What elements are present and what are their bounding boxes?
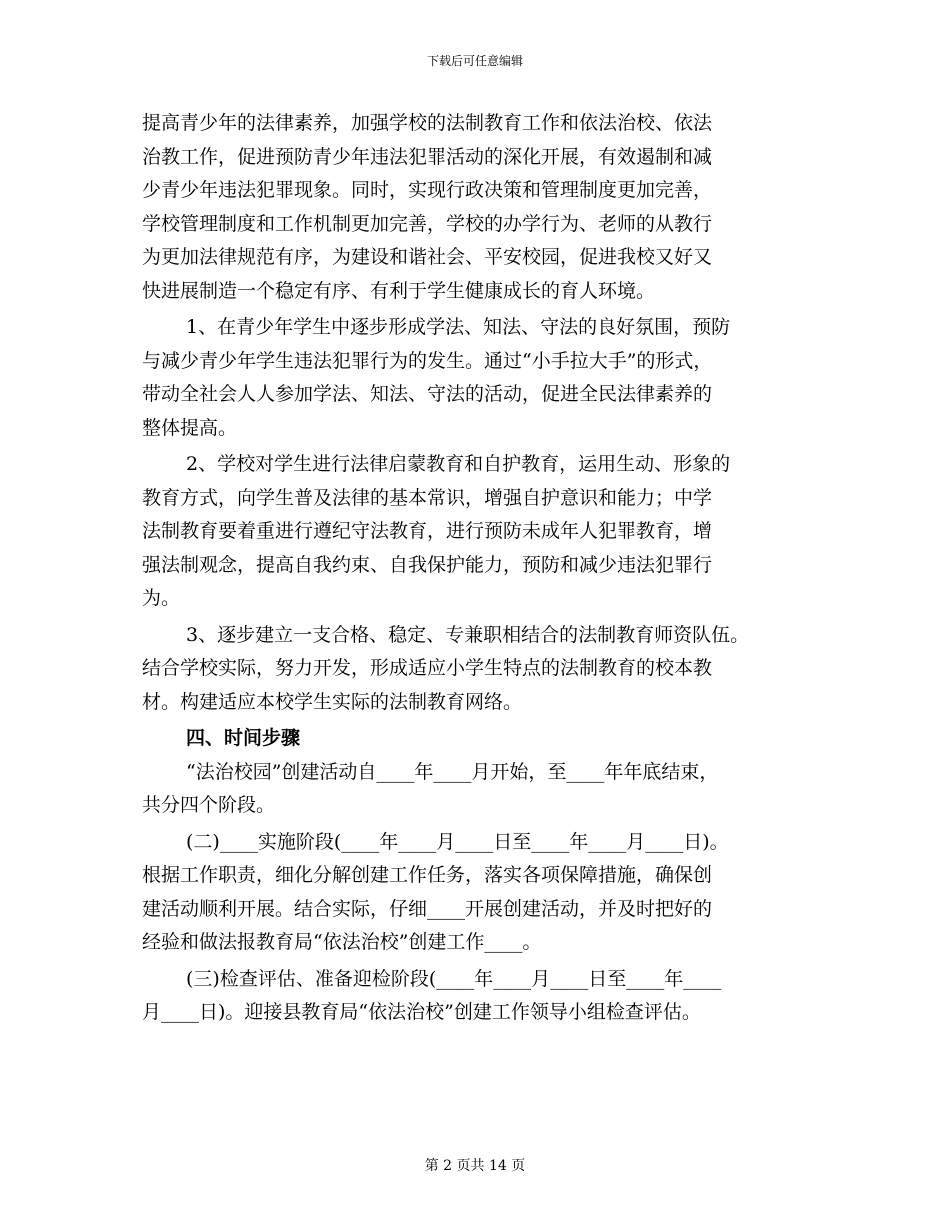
text-line: 整体提高。 [142, 416, 238, 439]
text-line: 提高青少年的法律素养，加强学校的法制教育工作和依法治校、依法 [142, 112, 713, 134]
page-number-footer: 第 2 页共 14 页 [424, 1158, 526, 1174]
section-heading [142, 722, 812, 756]
text-line: 经验和做法报教育局“依法治校”创建工作____。 [142, 931, 542, 953]
text-line: 为更加法律规范有序，为建设和谐社会、平安校园，促进我校又好又 [142, 246, 713, 268]
paragraph-stage-2 [142, 826, 812, 960]
text-line: 强法制观念，提高自我约束、自我保护能力，预防和减少违法犯罪行 [142, 553, 713, 576]
text-line: 带动全社会人人参加学法、知法、守法的活动，促进全民法律素养的 [142, 383, 713, 405]
page-header-note: 下载后可任意编辑 [426, 54, 523, 68]
paragraph-goal-1 [142, 311, 812, 445]
text-line: (三)检查评估、准备迎检阶段(____年____月____日至____年____ [186, 967, 722, 990]
text-line: 为。 [142, 587, 181, 609]
section-title: 四、时间步骤 [186, 727, 301, 749]
paragraph-goal-3 [142, 619, 812, 720]
text-line: 快进展制造一个稳定有序、有利于学生健康成长的育人环境。 [142, 279, 656, 302]
document-body [142, 107, 812, 1030]
text-line: (二)____实施阶段(____年____月____日至____年____月____日)。 [186, 830, 729, 853]
paragraph-stage-3 [142, 963, 812, 1030]
text-line: 月____日)。迎接县教育局“依法治校”创建工作领导小组检查评估。 [142, 1001, 701, 1023]
text-line: 结合学校实际，努力开发，形成适应小学生特点的法制教育的校本教 [142, 657, 713, 679]
text-line: 共分四个阶段。 [142, 794, 276, 816]
text-line: 2、学校对学生进行法律启蒙教育和自护教育，运用生动、形象的 [186, 453, 731, 475]
text-line: 法制教育要着重进行遵纪守法教育，进行预防未成年人犯罪教育，增 [142, 520, 713, 542]
text-line: 材。构建适应本校学生实际的法制教育网络。 [142, 690, 523, 713]
paragraph-intro [142, 107, 812, 308]
text-line: 建活动顺利开展。结合实际，仔细____开展创建活动，并及时把好的 [142, 897, 713, 920]
paragraph-schedule [142, 756, 812, 823]
text-line: 与减少青少年学生违法犯罪行为的发生。通过“小手拉大手”的形式， [142, 349, 713, 372]
text-line: 1、在青少年学生中逐步形成学法、知法、守法的良好氛围，预防 [186, 316, 731, 338]
text-line: 根据工作职责，细化分解创建工作任务，落实各项保障措施，确保创 [142, 864, 713, 886]
text-line: 3、逐步建立一支合格、稳定、专兼职相结合的法制教育师资队伍。 [186, 623, 750, 646]
text-line: 少青少年违法犯罪现象。同时，实现行政决策和管理制度更加完善， [142, 179, 713, 201]
text-line: 学校管理制度和工作机制更加完善，学校的办学行为、老师的从教行 [142, 212, 713, 235]
text-line: 教育方式，向学生普及法律的基本常识，增强自护意识和能力；中学 [142, 486, 713, 509]
paragraph-goal-2 [142, 448, 812, 616]
text-line: 治教工作，促进预防青少年违法犯罪活动的深化开展，有效遏制和减 [142, 145, 713, 168]
text-line: “法治校园”创建活动自____年____月开始，至____年年底结束， [186, 760, 719, 783]
